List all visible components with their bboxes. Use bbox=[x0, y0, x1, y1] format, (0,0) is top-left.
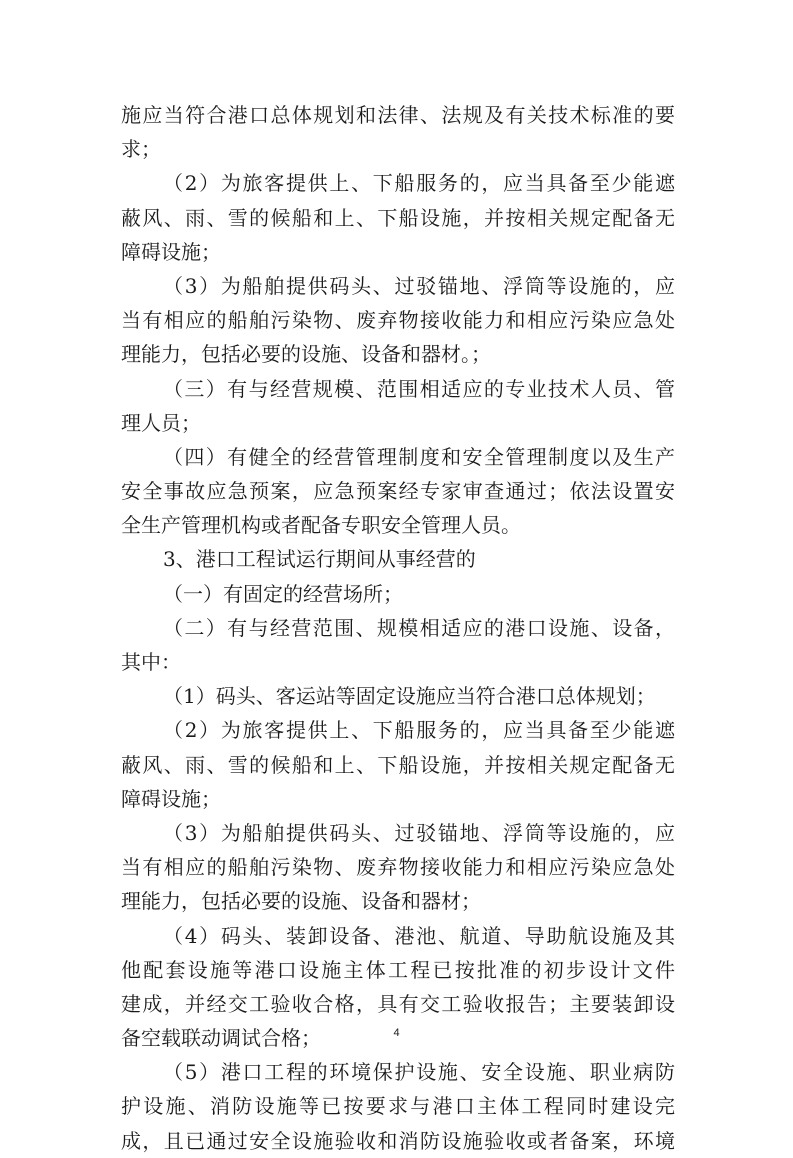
text-line: （3）为船舶提供码头、过驳锚地、浮筒等设施的，应 bbox=[163, 273, 675, 298]
text-line: 蔽风、雨、雪的候船和上、下船设施，并按相关规定配备无 bbox=[121, 752, 675, 777]
text-line: 理能力，包括必要的设施、设备和器材。； bbox=[121, 342, 491, 367]
text-line: （4）码头、装卸设备、港池、航道、导助航设施及其 bbox=[163, 923, 675, 948]
document-body bbox=[121, 98, 675, 1158]
text-line: 蔽风、雨、雪的候船和上、下船设施，并按相关规定配备无 bbox=[121, 205, 675, 230]
text-line: 安全事故应急预案，应急预案经专家审查通过；依法设置安 bbox=[121, 479, 675, 504]
text-line: （5）港口工程的环境保护设施、安全设施、职业病防 bbox=[163, 1060, 675, 1085]
page-number: 4 bbox=[393, 1027, 400, 1039]
text-line: 障碍设施； bbox=[121, 786, 221, 811]
text-line: （二）有与经营范围、规模相适应的港口设施、设备， bbox=[163, 615, 675, 640]
text-line: （三）有与经营规模、范围相适应的专业技术人员、管 bbox=[163, 376, 675, 401]
text-line: （四）有健全的经营管理制度和安全管理制度以及生产 bbox=[163, 444, 675, 469]
text-line: （2）为旅客提供上、下船服务的，应当具备至少能遮 bbox=[163, 718, 675, 743]
text-line: 其中： bbox=[121, 650, 181, 674]
text-line: 求； bbox=[121, 137, 161, 162]
text-line: 当有相应的船舶污染物、废弃物接收能力和相应污染应急处 bbox=[121, 855, 675, 880]
text-line: 护设施、消防设施等已按要求与港口主体工程同时建设完 bbox=[121, 1094, 675, 1119]
text-line: 备空载联动调试合格； bbox=[121, 1026, 321, 1051]
text-line: （3）为船舶提供码头、过驳锚地、浮筒等设施的，应 bbox=[163, 820, 675, 845]
text-line: 理能力，包括必要的设施、设备和器材； bbox=[121, 889, 481, 914]
text-line: 他配套设施等港口设施主体工程已按批准的初步设计文件 bbox=[121, 957, 675, 982]
text-line: （一）有固定的经营场所； bbox=[163, 581, 403, 606]
text-line: （1）码头、客运站等固定设施应当符合港口总体规划； bbox=[163, 684, 656, 709]
section-heading: 3、港口工程试运行期间从事经营的 bbox=[163, 547, 476, 572]
text-line: 施应当符合港口总体规划和法律、法规及有关技术标准的要 bbox=[121, 103, 675, 127]
text-line: 全生产管理机构或者配备专职安全管理人员。 bbox=[121, 513, 521, 538]
text-line: 成，且已通过安全设施验收和消防设施验收或者备案，环境 bbox=[121, 1128, 675, 1153]
text-line: （2）为旅客提供上、下船服务的，应当具备至少能遮 bbox=[163, 171, 675, 196]
text-line: 障碍设施； bbox=[121, 239, 221, 264]
text-line: 建成，并经交工验收合格，具有交工验收报告；主要装卸设 bbox=[121, 991, 675, 1016]
text-line: 当有相应的船舶污染物、废弃物接收能力和相应污染应急处 bbox=[121, 308, 675, 333]
text-line: 理人员； bbox=[121, 410, 201, 435]
